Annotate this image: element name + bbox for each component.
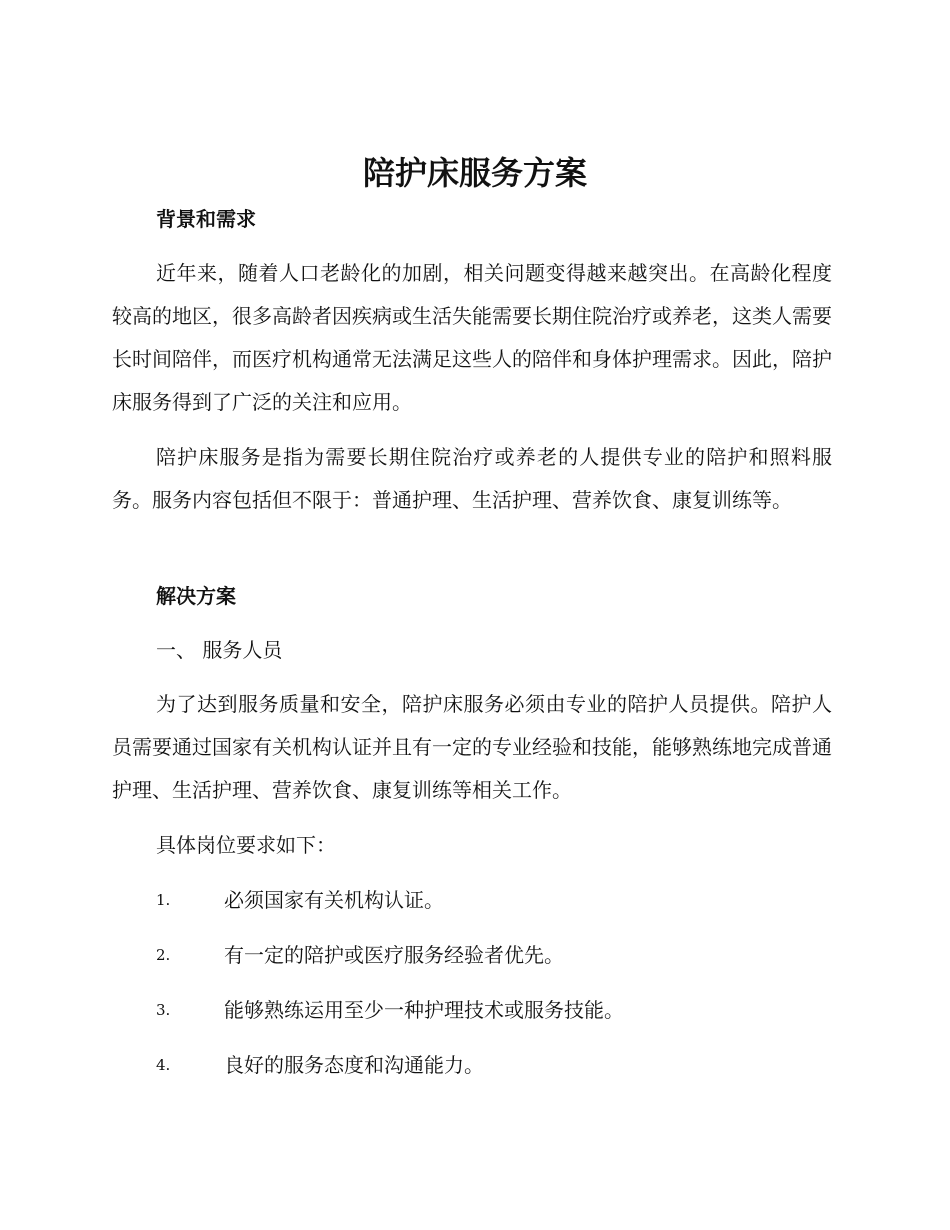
section-heading-solution: 解决方案 bbox=[156, 584, 236, 608]
section-heading-background: 背景和需求 bbox=[156, 207, 256, 231]
requirement-text: 良好的服务态度和沟通能力。 bbox=[224, 1053, 484, 1077]
paragraph-service-staff: 为了达到服务质量和安全，陪护床服务必须由专业的陪护人员提供。陪护人员需要通过国家有关机构认证并且有一定的专业经验和技能，能够熟练地完成普通护理、生活护理、营养饮食、康复训练等相关工作。 bbox=[112, 692, 832, 802]
requirement-text: 必须国家有关机构认证。 bbox=[224, 888, 444, 912]
requirement-number: 4. bbox=[156, 1056, 171, 1074]
requirement-text: 有一定的陪护或医疗服务经验者优先。 bbox=[224, 943, 564, 967]
requirement-number: 2. bbox=[156, 946, 171, 964]
document-title: 陪护床服务方案 bbox=[362, 154, 587, 192]
requirement-item bbox=[156, 940, 836, 970]
requirement-number: 1. bbox=[156, 891, 171, 909]
subheading-service-staff: 一、 服务人员 bbox=[156, 638, 283, 662]
requirement-item bbox=[156, 995, 836, 1025]
paragraph-background-1: 近年来，随着人口老龄化的加剧，相关问题变得越来越突出。在高龄化程度较高的地区，很多高龄者因疾病或生活失能需要长期住院治疗或养老，这类人需要长时间陪伴，而医疗机构通常无法满足这些人的陪伴和身体护理需求。因此，陪护床服务得到了广泛的关注和应用。 bbox=[112, 261, 832, 414]
requirement-text: 能够熟练运用至少一种护理技术或服务技能。 bbox=[224, 998, 624, 1022]
paragraph-background-2: 陪护床服务是指为需要长期住院治疗或养老的人提供专业的陪护和照料服务。服务内容包括但不限于：普通护理、生活护理、营养饮食、康复训练等。 bbox=[112, 445, 832, 512]
requirement-item bbox=[156, 1050, 836, 1080]
requirement-item bbox=[156, 885, 836, 915]
requirements-intro: 具体岗位要求如下： bbox=[156, 833, 336, 857]
requirement-number: 3. bbox=[156, 1001, 171, 1019]
